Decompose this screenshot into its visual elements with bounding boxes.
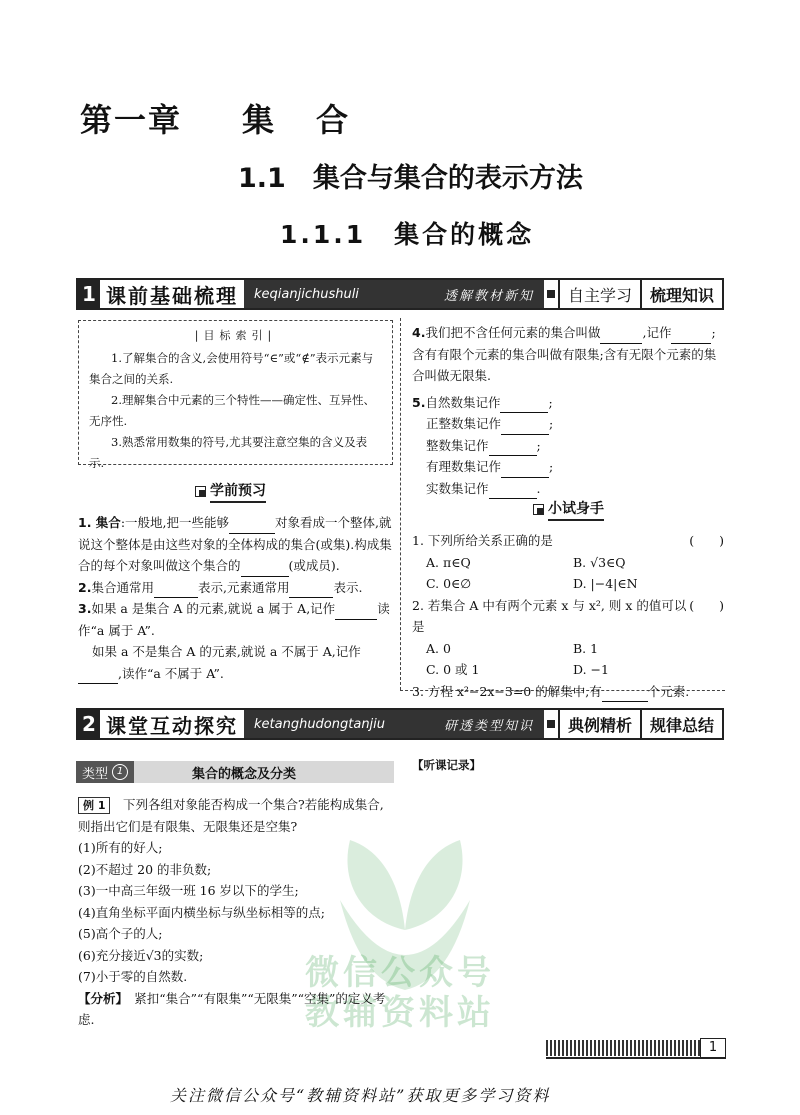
example-item: (6)充分接近√3的实数; — [78, 947, 204, 963]
banner-tag: 自主学习 — [558, 280, 640, 308]
page-rule — [546, 1057, 726, 1059]
goal-item: 2.理解集合中元素的三个特性——确定性、互异性、无序性. — [89, 393, 375, 428]
quiz-q1-options: A. π∈Q B. √3∈Q — [426, 554, 626, 570]
quiz-content — [412, 530, 724, 702]
page-number-bar — [546, 1040, 704, 1056]
lecture-notes-label: 【听课记录】 — [412, 758, 481, 772]
column-divider — [400, 318, 401, 690]
banner-pinyin: ketanghudongtanjiu 研透类型知识 — [244, 710, 544, 738]
preview-content — [78, 512, 396, 684]
preview-item-3b: 如果 a 不是集合 A 的元素,就说 a 不属于 A,记作,读作“a 不属于 A”. — [78, 641, 396, 684]
subsection-title: 1.1.1 集合的概念 — [280, 220, 535, 249]
right-item-5e: 实数集记作 . — [412, 478, 724, 500]
page-number: 1 — [700, 1038, 726, 1058]
square-icon — [195, 486, 206, 497]
right-item-5c: 整数集记作 ; — [412, 435, 724, 457]
section-title: 1.1 集合与集合的表示方法 — [238, 163, 583, 194]
example-item: (4)直角坐标平面内横坐标与纵坐标相等的点; — [78, 904, 325, 920]
right-item-5b: 正整数集记作 ; — [412, 413, 724, 435]
example-item: (5)高个子的人; — [78, 926, 163, 941]
goal-index-title: |目标索引| — [194, 329, 277, 342]
example-item: (2)不超过 20 的非负数; — [78, 861, 212, 877]
watermark-text: 微信公众号 — [305, 953, 495, 993]
quiz-q2-options: C. 0 或 1 D. −1 — [426, 662, 609, 677]
goal-index-box — [78, 320, 393, 470]
preview-item-1: 1. 集合:一般地,把一些能够 对象看成一个整体,就说这个整体是由这些对象的全体构成的集合(或集).构成集合的每个对象叫做这个集合的 (或成员). — [78, 512, 396, 577]
banner-in-class — [76, 708, 724, 740]
example-content — [78, 794, 396, 1031]
quiz-q2: 2. 若集合 A 中有两个元素 x 与 x², 则 x 的值可以是 ( ) — [412, 597, 724, 634]
example-analysis: 【分析】 紧扣“集合”“有限集”“无限集”“空集”的定义考虑. — [78, 990, 386, 1027]
right-item-4: 4.我们把不含任何元素的集合叫做 ,记作 ;含有有限个元素的集合叫做有限集;含有无限个元素的集合叫做无限集. — [412, 325, 717, 383]
square-icon — [544, 710, 558, 738]
quiz-q3: 3. 方程 x²−2x−3=0 的解集中,有 个元素. — [412, 681, 724, 703]
example-item: (3)一中高三年级一班 16 岁以下的学生; — [78, 883, 299, 898]
square-icon — [533, 504, 544, 515]
chapter-title: 第一章 集 合 — [80, 101, 351, 139]
preview-heading: 学前预习 — [195, 480, 266, 503]
quiz-q2-options: A. 0 B. 1 — [426, 640, 599, 656]
banner-title: 课前基础梳理 — [106, 283, 238, 308]
example-item: (7)小于零的自然数. — [78, 969, 188, 984]
banner-number: 1 — [78, 280, 100, 308]
quiz-q1-options: C. 0∈∅ D. |−4|∈N — [426, 576, 638, 591]
banner-tag: 规律总结 — [640, 710, 722, 738]
quiz-heading: 小试身手 — [533, 498, 604, 521]
banner-pre-class — [76, 278, 724, 310]
example-item: (1)所有的好人; — [78, 840, 163, 855]
banner-number: 2 — [78, 710, 100, 738]
banner-tag: 梳理知识 — [640, 280, 722, 308]
banner-pinyin: keqianjichushuli 透解教材新知 — [244, 280, 544, 308]
footer-note: 关注微信公众号“教辅资料站”获取更多学习资料 — [170, 1086, 551, 1105]
banner-title: 课堂互动探究 — [106, 713, 238, 738]
type-title: 集合的概念及分类 — [192, 766, 297, 782]
type-label: 类型 1 — [76, 761, 134, 783]
preview-item-2: 2.集合通常用 表示,元素通常用 表示. — [78, 577, 396, 599]
right-item-5: 5.自然数集记作 ; — [412, 392, 724, 414]
preview-item-3: 3.如果 a 是集合 A 的元素,就说 a 属于 A,记作 读作“a 属于 A”. — [78, 601, 390, 638]
banner-tag: 典例精析 — [558, 710, 640, 738]
watermark-text: 教辅资料站 — [305, 993, 495, 1033]
example-question: 例 1 下列各组对象能否构成一个集合?若能构成集合,则指出它们是有限集、无限集还是空集? — [78, 797, 384, 834]
quiz-q1: 1. 下列所给关系正确的是 ( ) — [412, 533, 724, 548]
square-icon — [544, 280, 558, 308]
type-number: 1 — [112, 764, 128, 780]
right-content — [412, 322, 724, 499]
example-tag: 例 1 — [78, 797, 110, 814]
goal-item: 3.熟悉常用数集的符号,尤其要注意空集的含义及表示. — [89, 435, 368, 470]
goal-item: 1.了解集合的含义,会使用符号“∈”或“∉”表示元素与集合之间的关系. — [89, 351, 374, 386]
right-item-5d: 有理数集记作 ; — [412, 456, 724, 478]
